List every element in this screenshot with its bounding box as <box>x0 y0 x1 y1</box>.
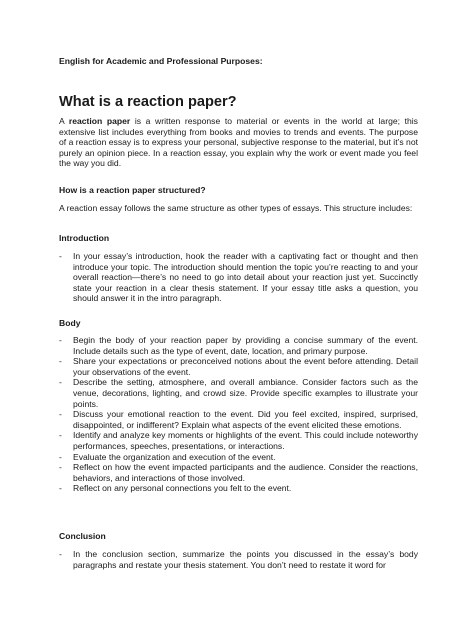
dash-bullet: - <box>59 549 62 559</box>
list-item-text: Reflect on how the event impacted participants and the audience. Consider the reactions, behaviors, and interactions of those involved. <box>73 462 418 483</box>
list-item <box>59 409 418 430</box>
page-title: What is a reaction paper? <box>59 94 237 110</box>
intro-paragraph <box>59 116 418 169</box>
list-item <box>59 356 418 377</box>
dash-bullet: - <box>59 409 62 420</box>
list-item-text: Begin the body of your reaction paper by providing a concise summary of the event. Include details such as the type of event, date, location, and primary purpose. <box>73 335 418 356</box>
list-item <box>59 335 418 356</box>
body-heading: Body <box>59 318 81 328</box>
dash-bullet: - <box>59 451 62 462</box>
list-item-text: Share your expectations or preconceived notions about the event before attending. Detail your observations of the event. <box>73 356 418 377</box>
structure-heading: How is a reaction paper structured? <box>59 185 206 195</box>
dash-bullet: - <box>59 335 62 345</box>
list-item <box>59 251 418 304</box>
dash-bullet: - <box>59 462 62 473</box>
list-item <box>59 377 418 409</box>
course-title: English for Academic and Professional Purposes: <box>59 56 263 66</box>
conclusion-heading: Conclusion <box>59 531 106 541</box>
list-item-text: In your essay’s introduction, hook the reader with a captivating fact or thought and then introduce your topic. The introduction should mention the topic you’re reacting to and your overall reaction—there’s no need to go into detail about your reaction just yet. Succinctly state your reaction in a clear thesis statement. If your essay title asks a question, you should answer it in the intro paragraph. <box>73 251 418 304</box>
list-item <box>59 483 418 494</box>
dash-bullet: - <box>59 251 62 261</box>
list-item-text: Reflect on any personal connections you felt to the event. <box>73 483 292 494</box>
list-item-text: In the conclusion section, summarize the points you discussed in the essay’s body paragraphs and restate your thesis statement. You don’t need to restate it word for <box>73 549 418 570</box>
list-item-text: Describe the setting, atmosphere, and overall ambiance. Consider factors such as the venue, decorations, lighting, and crowd size. Provide specific examples to illustrate your points. <box>73 377 418 409</box>
dash-bullet: - <box>59 430 62 441</box>
body-list <box>59 335 418 494</box>
introduction-heading: Introduction <box>59 233 110 243</box>
intro-rest: is a written response to material or events in the world at large; this extensive list includes everything from books and movies to trends and events. The purpose of a reaction essay is to express your personal, subjective response to the material, but it’s not purely an opinion piece. In a reaction essay, you explain why the work or event made you feel the way you did. <box>59 116 418 169</box>
structure-paragraph: A reaction essay follows the same structure as other types of essays. This structure includes: <box>59 203 413 213</box>
dash-bullet: - <box>59 377 62 388</box>
list-item-text: Identify and analyze key moments or highlights of the event. This could include noteworthy performances, speeches, presentations, or interactions. <box>73 430 418 451</box>
list-item <box>59 430 418 451</box>
dash-bullet: - <box>59 483 62 494</box>
list-item-text: Discuss your emotional reaction to the event. Did you feel excited, inspired, surprised, disappointed, or indifferent? Explain what aspects of the event elicited these emotions. <box>73 409 418 430</box>
introduction-list <box>59 251 418 304</box>
intro-term: reaction paper <box>68 116 131 126</box>
dash-bullet: - <box>59 356 62 367</box>
list-item <box>59 452 418 463</box>
conclusion-list <box>59 549 418 570</box>
list-item <box>59 462 418 483</box>
intro-lead: A <box>59 116 69 126</box>
list-item <box>59 549 418 570</box>
list-item-text: Evaluate the organization and execution of the event. <box>73 451 276 462</box>
